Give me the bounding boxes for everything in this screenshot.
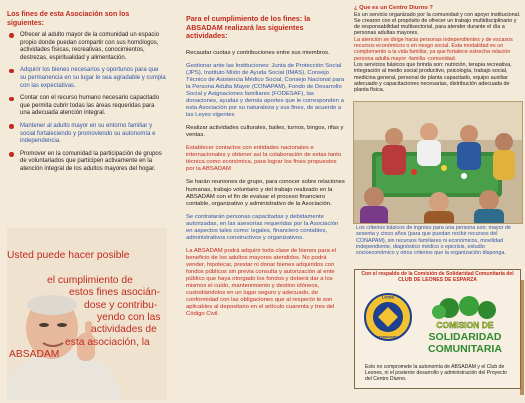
group-activity-photo xyxy=(353,101,523,224)
activity-paragraph: La ABSADAM podrá adquirir toda clase de bienes para el beneficio de los adultos mayores atendidos. No podrá vender, hipotecar, prestar ni donar bienes adquiridos con fondos públicos sin previa consulta y autorización al ente público que haya otorgado los fondos y deberá dar a los mismos el cuido, mantenimiento y destino idóneos, custodiándolos en un lugar seguro y adecuado, de conformidad con las obligaciones que al respecto le son aplicables al depositario en el artículo cuarenta y tres del Código Civil. xyxy=(186,247,336,318)
group-photo-illustration xyxy=(354,102,523,224)
lions-club-box xyxy=(354,269,521,389)
list-item: Adquirir los bienes necesarios y oportunos para que su permanencia en su lugar le sea agradable y cumpla con las expectativas. xyxy=(7,67,166,90)
logo-text-comision: COMISION DE xyxy=(436,320,494,330)
criteria-text: Los criterios básicos de ingreso para una persona son: mayor de sesenta y cinco años (para que puedan recibir recursos del CONAPAM), sin recursos familiares ni económicos, movilidad independiente, diagnóstico médico o epicrisis, estudio socioeconómico y otros criterios que la organización disponga. xyxy=(356,225,511,257)
lions-club-logo xyxy=(363,287,413,362)
activity-paragraph: Gestionar ante las Instituciones: Junta de Protección Social (JPS), Instituto Mixto de Ayuda Social (IMAS), Consejo Técnico de Asistencia Médico Social, Consejo Nacional para la Persona Adulta Mayor (CONAPAM), Fondo de Desarrollo Social y Asignaciones familiares (FODESAF), las donaciones, ayudas y demás aportes que le corresponden a esta Asociación por su naturaleza y sus fines, de acuerdo a las Leyes vigentes xyxy=(186,62,345,119)
lions-emblem-icon xyxy=(363,287,413,357)
lions-logo-top-text: LIONS xyxy=(381,294,395,300)
solidaridad-logo xyxy=(419,290,511,369)
autonomy-note: Esto no compromete la autonomía de ABSADAM y el Club de Leones, ni el posterior desarrollo y administración del Proyecto del Centro Diurno. xyxy=(365,364,507,382)
activity-paragraph: Recaudar cuotas y contribuciones entre sus miembros. xyxy=(186,49,330,56)
activity-paragraph: Realizar actividades culturales, bailes, turnos, bingos, rifas y ventas. xyxy=(186,125,344,139)
centro-paragraph: Es un servicio organizado por la comunidad y con apoyo institucional. Se crearon con el propósito de ofrecer un trabajo multidisciplinario y de responsabilidad multisectorial, para atender durante el día a personas adultas mayores. xyxy=(354,11,521,37)
quote-text: Usted puede hacer posible el cumplimiento de estos fines asocián- dose y contribu- yendo con las actividades de esta asociación, la ABSADAM xyxy=(7,250,161,361)
aims-list xyxy=(7,32,166,174)
activity-paragraph: Se contratarán personas capacitadas y debidamente autorizadas, en las asesorías requeridas por la Asociación en aspectos tales como: legales, financiero contables, administrativos constructivos y organizativos. xyxy=(186,213,339,241)
activity-paragraph: Se harán reuniones de grupo, para conocer sobre relaciones humanas, trabajo voluntario y del trabajo realizado en la ABSADAM con el fin de evaluar el proceso financiero contable, organizativo y administrativo de la Asociación. xyxy=(186,179,345,207)
admission-criteria xyxy=(356,225,521,256)
list-item: Mantener al adulto mayor en su entorno familiar y social fortaleciendo y promoviendo su autonomía e independencia. xyxy=(7,123,166,146)
elderly-man-photo xyxy=(7,228,167,400)
support-text: Con el respaldo de la Comisión de Solidaridad Comunitaria del CLUB DE LEONES DE ESPARZA xyxy=(361,271,514,283)
centro-paragraph: La atención se dirige hacia personas independientes y de escasos recursos económicos o en riesgo social. Esta modalidad es un complemento a la vida familiar, ya que fortalece estrecha relación persona adulta mayor -familia -comunidad. xyxy=(354,36,513,62)
list-item: Ofrecer al adulto mayor de la comunidad un espacio propio donde puedan compartir con sus homólogos, actividades físicas, recreativas, conocimientos, destrezas, espiritualidad y alimentación. xyxy=(7,32,166,62)
decorative-divider xyxy=(520,280,524,395)
middle-heading: Para el cumplimiento de los fines: la ABSADAM realizará las siguientes actividades: xyxy=(186,14,311,41)
middle-column xyxy=(176,0,349,403)
lions-logo-bottom-text: INTERNATIONAL xyxy=(375,335,401,339)
list-item: Contar con el recurso humano necesario capacitado que permita cubrir todas las áreas requeridas para una adecuada atención integral. xyxy=(7,95,166,118)
activity-paragraph: Establecer contactos con entidades nacionales e internacionales y obtener así la colaboración de estas tanto técnica como económica, para lograr los fines propuestos por la ABSADAM xyxy=(186,145,342,173)
list-item: Promover en la comunidad la participación de grupos de voluntariados que participen activamente en la atención integral de los adultos mayores del hogar. xyxy=(7,151,166,174)
left-heading: Los fines de esta Asociación son los siguientes: xyxy=(7,11,130,27)
centro-diurno-title: ¿ Que es un Centro Diurno ? xyxy=(354,5,433,11)
solidaridad-logo-graphic xyxy=(419,290,511,364)
logo-text-comunitaria: COMUNITARIA xyxy=(428,343,502,355)
centro-paragraph: Los servicios básicos que brinda son: nutrición, terapia recreativa, integración al medio social productivo, psicología, trabajo social, medicina general, personal de planta capacitado, equipo auxiliar adecuado y capacitaciones necesarias, distribución adecuada de planta física. xyxy=(354,61,512,94)
logo-text-solidaridad: SOLIDARIDAD xyxy=(428,331,502,343)
